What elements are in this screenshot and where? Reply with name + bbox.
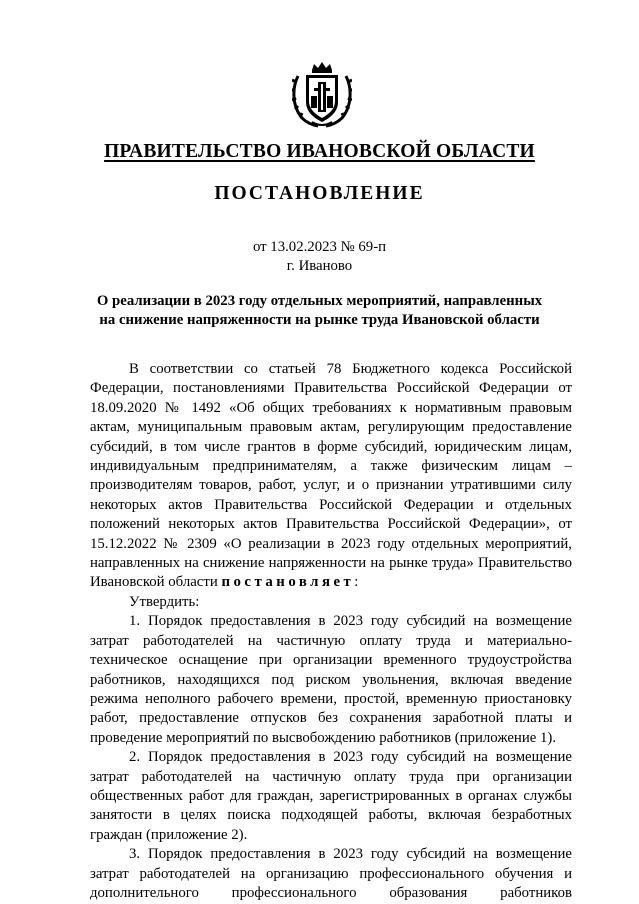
organization-name: ПРАВИТЕЛЬСТВО ИВАНОВСКОЙ ОБЛАСТИ bbox=[104, 141, 535, 162]
item-3: 3. Порядок предоставления в 2023 году субсидий на возмещение затрат работодателей на организацию профессионального обучения и дополнительного профессионального образования работников bbox=[90, 846, 572, 901]
document-title bbox=[60, 292, 579, 329]
item-2: 2. Порядок предоставления в 2023 году субсидий на возмещение затрат работодателей на частичную оплату труда при организации общественных работ для граждан, зарегистрированных в органах службы занятости в целях поиска подходящей работы, включая безработных граждан (приложение 2). bbox=[90, 749, 572, 843]
title-line-2: на снижение напряженности на рынке труда Ивановской области bbox=[99, 311, 540, 328]
preamble-tail: Правительство Ивановской области bbox=[90, 555, 572, 591]
preamble-paragraph bbox=[90, 360, 572, 593]
coat-of-arms-emblem bbox=[292, 62, 352, 128]
preamble-text: В соответствии со статьей 78 Бюджетного кодекса Российской Федерации, постановлениями Правительства Российской Федерации от 18.09.2020 № 1492 «Об общих требованиях к нормативным правовым актам, муниципальным правовым актам, регулирующим предоставление субсидий, в том числе грантов в форме субсидий, юридическим лицам, индивидуальным предпринимателям, а также физическим лицам – производителям товаров, работ, услуг, и о признании утратившими силу некоторых актов Правительства Российской Федерации и отдельных положений некоторых актов Правительства Российской Федерации», от 15.12.2022 № 2309 «О реализации в 2023 году отдельных мероприятий, направленных на снижение напряженности на рынке труда» bbox=[90, 361, 572, 572]
decree-colon: : bbox=[354, 574, 359, 591]
approve-line: Утвердить: bbox=[129, 593, 200, 610]
date-number: от 13.02.2023 № 69-п bbox=[252, 239, 387, 255]
document-body bbox=[90, 360, 572, 903]
city: г. Иваново bbox=[286, 258, 353, 274]
item-1: 1. Порядок предоставления в 2023 году субсидий на возмещение затрат работодателей на частичную оплату труда и материально-техническое оснащение при организации временного трудоустройства работников, находящихся под риском увольнения, включая введение режима неполного рабочего времени, простой, временную приостановку работ, предоставление отпусков без сохранения заработной платы и проведение мероприятий по высвобождению работников (приложение 1). bbox=[90, 613, 572, 746]
document-type: ПОСТАНОВЛЕНИЕ bbox=[214, 183, 425, 204]
title-line-1: О реализации в 2023 году отдельных мероприятий, направленных bbox=[96, 293, 543, 309]
document-meta bbox=[0, 238, 639, 276]
decree-word: постановляет bbox=[221, 574, 355, 591]
